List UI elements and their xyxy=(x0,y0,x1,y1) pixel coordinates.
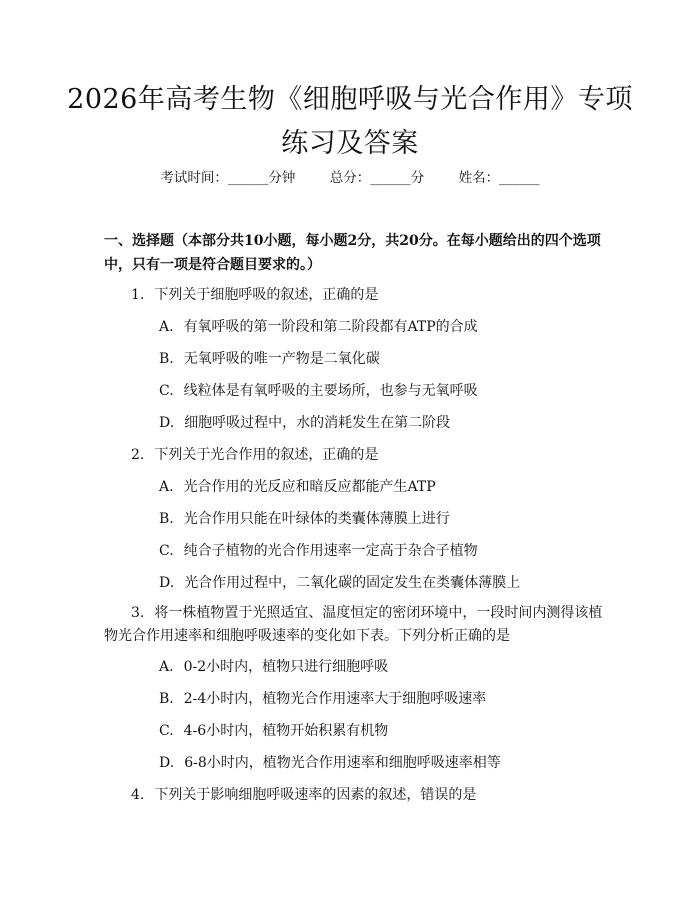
option-text: 6-8小时内，植物光合作用速率和细胞呼吸速率相等 xyxy=(184,755,501,771)
option-text: 4-6小时内，植物开始积累有机物 xyxy=(183,723,389,739)
question-1-option-d xyxy=(159,412,450,434)
question-2-option-a xyxy=(159,476,436,498)
section-heading: 一、选择题（本部分共10小题，每小题2分，共20分。在每小题给出的四个选项中，只有一项是符合题目要求的。） xyxy=(104,233,601,273)
question-4 xyxy=(131,784,476,806)
option-text: 光合作用过程中，二氧化碳的固定发生在类囊体薄膜上 xyxy=(184,575,521,591)
option-letter: A. xyxy=(159,479,174,495)
option-letter: D. xyxy=(159,575,175,591)
option-text: 无氧呼吸的唯一产物是二氧化碳 xyxy=(183,351,380,367)
question-3-option-c xyxy=(159,720,388,742)
question-2-option-d xyxy=(159,572,520,594)
question-2-option-b xyxy=(159,508,450,530)
option-text: 光合作用的光反应和暗反应都能产生ATP xyxy=(183,479,436,495)
question-stem: 下列关于细胞呼吸的叙述，正确的是 xyxy=(154,287,379,303)
question-1-option-c xyxy=(159,380,478,402)
option-letter: B. xyxy=(159,691,174,707)
option-letter: A. xyxy=(159,319,174,335)
option-text: 细胞呼吸过程中，水的消耗发生在第二阶段 xyxy=(184,415,451,431)
exam-info-line xyxy=(0,168,700,188)
option-text: 0-2小时内，植物只进行细胞呼吸 xyxy=(183,659,389,675)
question-3-option-d xyxy=(159,752,501,774)
question-3-option-b xyxy=(159,688,486,710)
exam-time-field: 考试时间：______分钟 xyxy=(160,170,296,186)
question-2-option-c xyxy=(159,540,478,562)
document-title: 2026年高考生物《细胞呼吸与光合作用》专项练习及答案 xyxy=(67,84,633,159)
option-letter: C. xyxy=(159,543,174,559)
name-field: 姓名：______ xyxy=(458,170,540,186)
question-number: 1. xyxy=(131,287,145,303)
question-stem: 将一株植物置于光照适宜、温度恒定的密闭环境中，一段时间内测得该植物光合作用速率和细胞呼吸速率的变化如下表。下列分析正确的是 xyxy=(104,605,603,644)
question-stem: 下列关于影响细胞呼吸速率的因素的叙述，错误的是 xyxy=(154,787,477,803)
question-number: 4. xyxy=(131,787,145,803)
option-text: 线粒体是有氧呼吸的主要场所，也参与无氧呼吸 xyxy=(183,383,478,399)
option-letter: B. xyxy=(159,351,174,367)
question-2 xyxy=(131,444,378,466)
option-text: 2-4小时内，植物光合作用速率大于细胞呼吸速率 xyxy=(183,691,487,707)
question-1-option-a xyxy=(159,316,478,338)
option-letter: C. xyxy=(159,723,174,739)
question-number: 2. xyxy=(131,447,145,463)
total-score-field: 总分：______分 xyxy=(329,170,425,186)
option-letter: C. xyxy=(159,383,174,399)
question-1-option-b xyxy=(159,348,380,370)
option-text: 有氧呼吸的第一阶段和第二阶段都有ATP的合成 xyxy=(183,319,478,335)
option-letter: D. xyxy=(159,415,175,431)
option-letter: D. xyxy=(159,755,175,771)
option-text: 纯合子植物的光合作用速率一定高于杂合子植物 xyxy=(183,543,478,559)
question-number: 3. xyxy=(131,605,145,621)
question-3-option-a xyxy=(159,656,388,678)
option-text: 光合作用只能在叶绿体的类囊体薄膜上进行 xyxy=(183,511,450,527)
option-letter: A. xyxy=(159,659,174,675)
option-letter: B. xyxy=(159,511,174,527)
question-stem: 下列关于光合作用的叙述，正确的是 xyxy=(154,447,379,463)
question-3 xyxy=(104,602,608,648)
question-1 xyxy=(131,284,378,306)
